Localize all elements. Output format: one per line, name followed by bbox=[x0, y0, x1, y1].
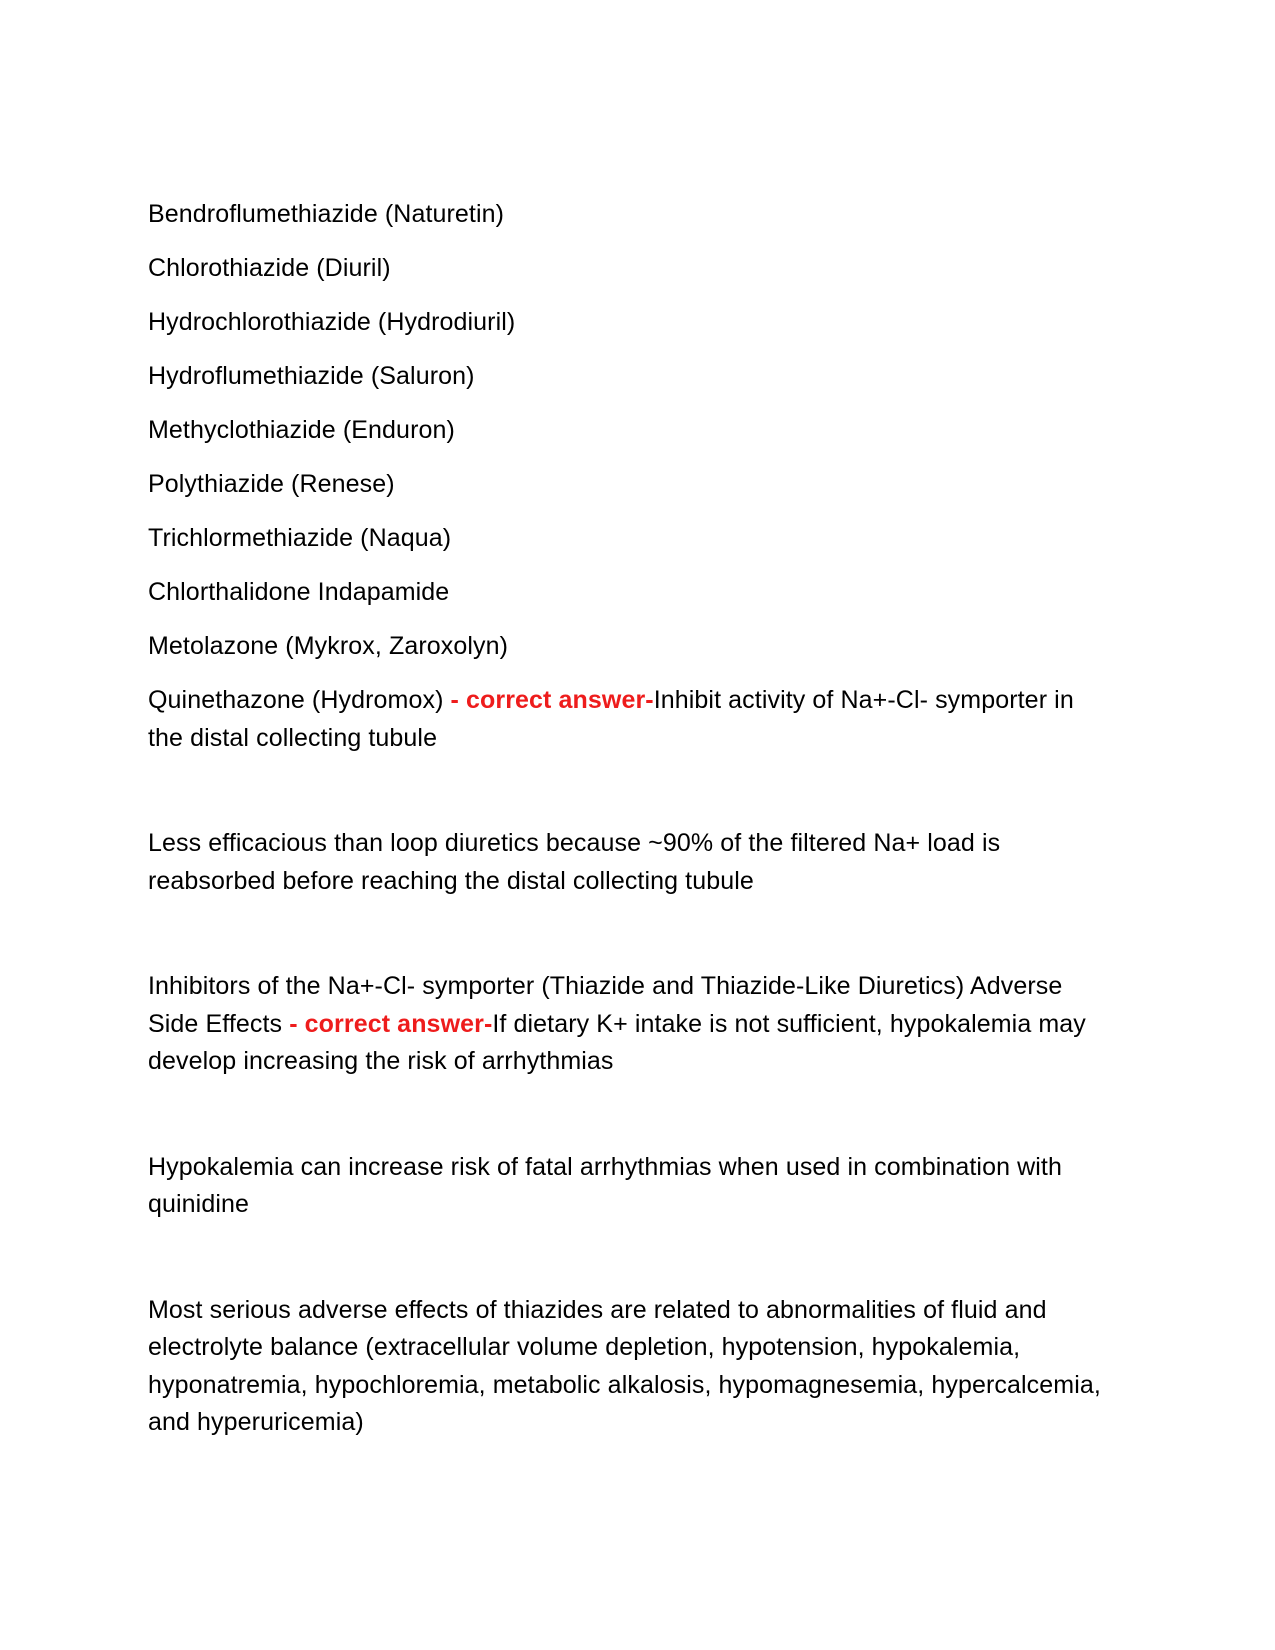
drug-item: Trichlormethiazide (Naqua) bbox=[148, 524, 452, 552]
spacer bbox=[148, 1081, 1108, 1149]
spacer bbox=[148, 757, 1108, 825]
qa-entry-quinethazone bbox=[148, 682, 1108, 757]
drug-item: Chlorothiazide (Diuril) bbox=[148, 254, 391, 282]
qa-entry-adverse-effects bbox=[148, 968, 1108, 1081]
note-paragraph: Hypokalemia can increase risk of fatal arrhythmias when used in combination with quinidine bbox=[148, 1152, 1062, 1218]
drug-item: Methyclothiazide (Enduron) bbox=[148, 416, 455, 444]
correct-answer-marker: - correct answer- bbox=[289, 1009, 493, 1038]
question-text: Inhibitors of the Na+-Cl- symporter (Thiazide and Thiazide-Like Diuretics) Adverse Side Effects bbox=[148, 972, 1063, 1038]
drug-item: Hydrochlorothiazide (Hydrodiuril) bbox=[148, 308, 516, 336]
correct-answer-marker: - correct answer- bbox=[450, 686, 654, 714]
question-text: Quinethazone (Hydromox) bbox=[148, 686, 451, 714]
answer-text: Inhibit activity of Na+-Cl- symporter in the distal collecting tubule bbox=[148, 686, 1074, 752]
answer-text: If dietary K+ intake is not sufficient, hypokalemia may develop increasing the risk of arrhythmias bbox=[148, 1009, 1086, 1075]
drug-item: Hydroflumethiazide (Saluron) bbox=[148, 362, 475, 390]
drug-item: Bendroflumethiazide (Naturetin) bbox=[148, 200, 505, 228]
spacer bbox=[148, 900, 1108, 968]
document-page bbox=[148, 196, 1108, 1442]
note-paragraph: Most serious adverse effects of thiazides are related to abnormalities of fluid and electrolyte balance (extracellular volume depletion, hypotension, hypokalemia, hyponatremia, hypochloremia, metabolic alkalosis, hypomagnesemia, hypercalcemia, and hyperuricemia) bbox=[148, 1295, 1101, 1436]
drug-item: Metolazone (Mykrox, Zaroxolyn) bbox=[148, 632, 509, 660]
drug-item: Chlorthalidone Indapamide bbox=[148, 578, 450, 606]
note-paragraph: Less efficacious than loop diuretics because ~90% of the filtered Na+ load is reabsorbed before reaching the distal collecting tubule bbox=[148, 829, 1001, 895]
spacer bbox=[148, 1224, 1108, 1292]
drug-item: Polythiazide (Renese) bbox=[148, 470, 395, 498]
